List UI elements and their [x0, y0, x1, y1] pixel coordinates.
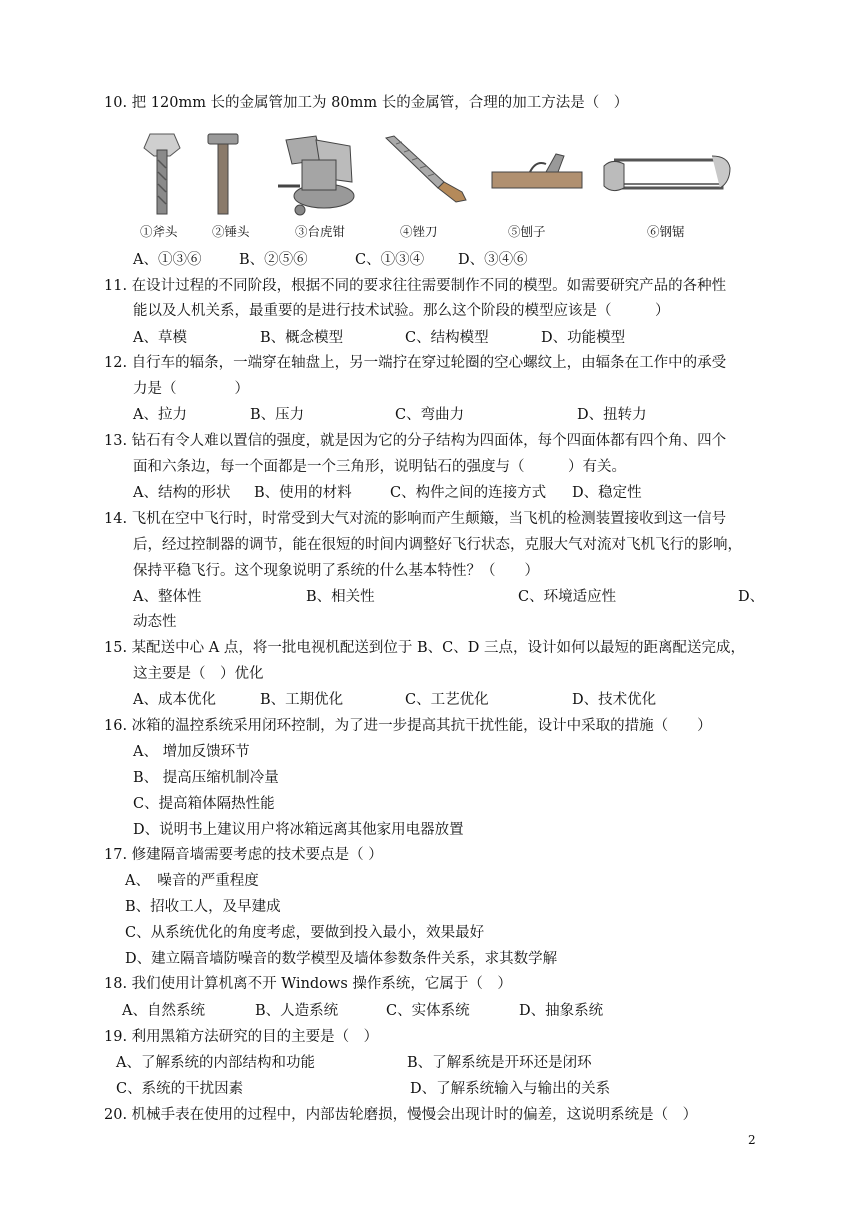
- q10-option-d: D、③④⑥: [458, 252, 528, 268]
- q13-option-c: C、构件之间的连接方式: [390, 485, 547, 501]
- q16-option-b: B、 提高压缩机制冷量: [133, 770, 279, 786]
- plane-tool-icon: [490, 150, 586, 194]
- question-12-line-1: 12. 自行车的辐条，一端穿在轴盘上，另一端拧在穿过轮圈的空心螺纹上，由辐条在工作中的承受: [104, 355, 727, 371]
- q15-option-a: A、成本优化: [133, 692, 216, 708]
- question-13-line-1: 13. 钻石有令人难以置信的强度，就是因为它的分子结构为四面体，每个四面体都有四个角、四个: [104, 433, 727, 449]
- q18-option-a: A、自然系统: [122, 1003, 205, 1019]
- q14-option-c: C、环境适应性: [518, 589, 617, 605]
- q12-option-a: A、拉力: [133, 407, 187, 423]
- question-14-line-3: 保持平稳飞行。这个现象说明了系统的什么基本特性？（ ）: [133, 563, 539, 579]
- q19-option-b: B、了解系统是开环还是闭环: [407, 1055, 592, 1071]
- bench-vise-icon: [272, 130, 358, 218]
- caption-file: ④锉刀: [400, 224, 438, 239]
- q19-option-d: D、了解系统输入与输出的关系: [410, 1081, 611, 1097]
- axe-icon: [140, 130, 184, 216]
- q16-option-a: A、 增加反馈环节: [133, 744, 250, 760]
- q11-option-a: A、草模: [133, 330, 187, 346]
- caption-vise: ③台虎钳: [295, 224, 346, 239]
- q15-option-b: B、工期优化: [260, 692, 344, 708]
- q11-option-b: B、概念模型: [260, 330, 344, 346]
- q18-option-b: B、人造系统: [255, 1003, 339, 1019]
- question-11-line-1: 11. 在设计过程的不同阶段，根据不同的要求往往需要制作不同的模型。如需要研究产品的各种性: [104, 278, 727, 294]
- page-number: 2: [748, 1133, 756, 1147]
- q18-option-c: C、实体系统: [386, 1003, 470, 1019]
- q13-option-b: B、使用的材料: [254, 485, 352, 501]
- q14-option-d: D、: [738, 589, 765, 605]
- question-17-text: 17. 修建隔音墙需要考虑的技术要点是（ ）: [104, 847, 383, 863]
- q17-option-a: A、 噪音的严重程度: [125, 873, 259, 889]
- q19-option-a: A、了解系统的内部结构和功能: [116, 1055, 315, 1071]
- q16-option-c: C、提高箱体隔热性能: [133, 796, 275, 812]
- q10-option-b: B、②⑤⑥: [239, 252, 308, 268]
- caption-hammer: ②锤头: [212, 224, 250, 239]
- q11-option-c: C、结构模型: [405, 330, 489, 346]
- q15-option-c: C、工艺优化: [405, 692, 489, 708]
- q12-option-b: B、压力: [250, 407, 305, 423]
- q13-option-a: A、结构的形状: [133, 485, 231, 501]
- q12-option-c: C、弯曲力: [395, 407, 465, 423]
- q12-option-d: D、扭转力: [577, 407, 647, 423]
- file-rasp-icon: [382, 132, 472, 204]
- hacksaw-icon: [602, 148, 734, 200]
- question-16-text: 16. 冰箱的温控系统采用闭环控制，为了进一步提高其抗干扰性能，设计中采取的措施（ ）: [104, 718, 712, 734]
- q19-option-c: C、系统的干扰因素: [116, 1081, 244, 1097]
- caption-hacksaw: ⑥钢锯: [647, 224, 685, 239]
- q13-option-d: D、稳定性: [572, 485, 642, 501]
- question-14-line-1: 14. 飞机在空中飞行时，时常受到大气对流的影响而产生颠簸，当飞机的检测装置接收到这一信号: [104, 511, 727, 527]
- question-15-line-2: 这主要是（ ）优化: [133, 666, 264, 682]
- question-14-line-2: 后，经过控制器的调节，能在很短的时间内调整好飞行状态，克服大气对流对飞机飞行的影响，: [133, 537, 742, 553]
- question-11-line-2: 能以及人机关系，最重要的是进行技术试验。那么这个阶段的模型应该是（ ）: [133, 303, 670, 319]
- q17-option-d: D、建立隔音墙防噪音的数学模型及墙体参数条件关系，求其数学解: [125, 951, 558, 967]
- q10-option-c: C、①③④: [355, 252, 425, 268]
- question-13-line-2: 面和六条边，每一个面都是一个三角形，说明钻石的强度与（ ）有关。: [133, 459, 626, 475]
- caption-axe: ①斧头: [140, 224, 178, 239]
- q14-option-d-text: 动态性: [133, 614, 177, 630]
- question-19-text: 19. 利用黑箱方法研究的目的主要是（ ）: [104, 1029, 379, 1045]
- caption-plane: ⑤刨子: [508, 224, 546, 239]
- question-10-text: 10. 把 120mm 长的金属管加工为 80mm 长的金属管，合理的加工方法是（ ）: [104, 95, 629, 111]
- question-18-text: 18. 我们使用计算机离不开 Windows 操作系统，它属于（ ）: [104, 976, 512, 992]
- q14-option-b: B、相关性: [306, 589, 375, 605]
- hammer-icon: [206, 132, 240, 216]
- q17-option-c: C、从系统优化的角度考虑，要做到投入最小，效果最好: [125, 925, 485, 941]
- q16-option-d: D、说明书上建议用户将冰箱远离其他家用电器放置: [133, 822, 464, 838]
- q18-option-d: D、抽象系统: [519, 1003, 604, 1019]
- q11-option-d: D、功能模型: [541, 330, 626, 346]
- q17-option-b: B、招收工人，及早建成: [125, 899, 281, 915]
- question-20-text: 20. 机械手表在使用的过程中，内部齿轮磨损，慢慢会出现计时的偏差，这说明系统是（ ）: [104, 1107, 698, 1123]
- q15-option-d: D、技术优化: [572, 692, 657, 708]
- q10-option-a: A、①③⑥: [133, 252, 202, 268]
- q14-option-a: A、整体性: [133, 589, 202, 605]
- question-12-line-2: 力是（ ）: [133, 381, 249, 397]
- question-15-line-1: 15. 某配送中心 A 点，将一批电视机配送到位于 B、C、D 三点，设计如何以最短的距离配送完成，: [104, 640, 745, 656]
